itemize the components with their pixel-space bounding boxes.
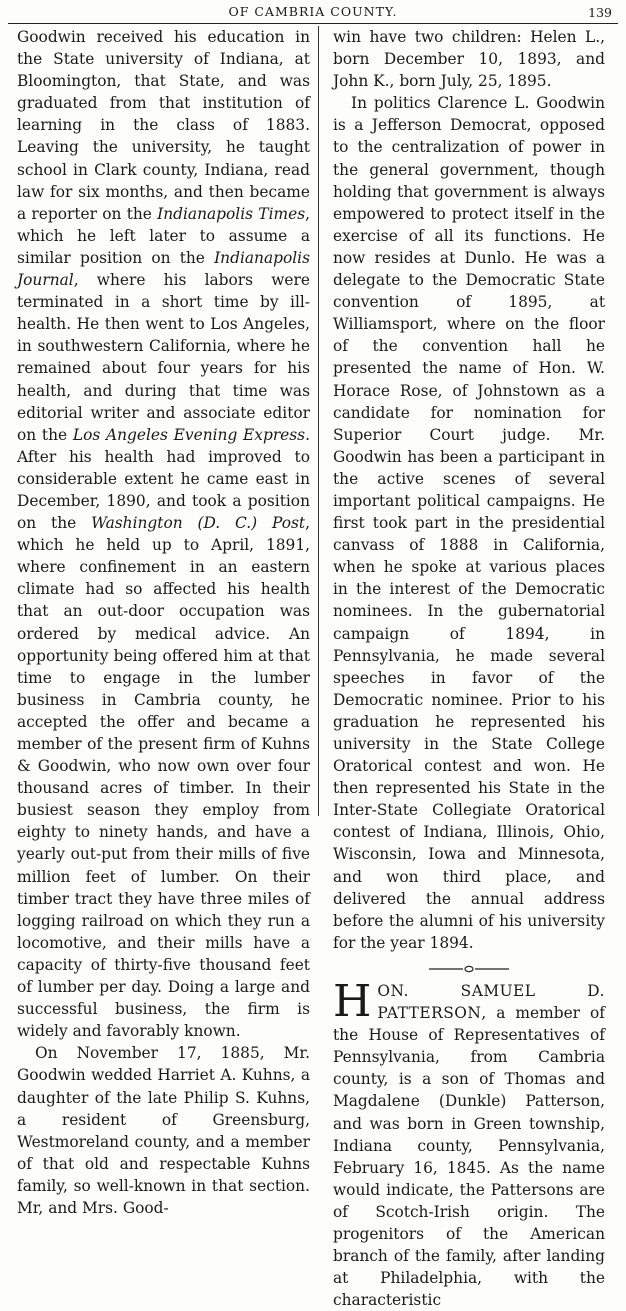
text-run: , where his labors were terminated in a short time by ill-health. He then went to Los Angeles, in southwestern California, where he remained about four years for his health, and during that time was editorial writer and associate editor on the [17, 271, 310, 444]
column-divider [318, 26, 319, 816]
paragraph-goodwin-marriage: On November 17, 1885, Mr. Goodwin wedded Harriet A. Kuhns, a daughter of the late Philip S. Kuhns, a resident of Greensburg, Westmoreland county, and a member of that old and respectable Kuhns family, so well-known in that section. Mr, and Mrs. Good- [17, 1044, 310, 1217]
paragraph-goodwin-children: win have two children: Helen L., born December 10, 1893, and John K., born July, 25, 1895. [333, 28, 605, 91]
section-ornament [333, 960, 605, 978]
newspaper-title: Los Angeles Evening Express [72, 425, 306, 444]
text-run: , a member of the House of Representatives of Pennsylvania, from Cambria county, is a son of Thomas and Magdalene (Dunkle) Patterson, and was born in Green township, Indiana county, Pennsylvania, February 16, 1845. As the name would indicate, the Pattersons are of Scotch-Irish origin. The progenitors of the American branch of the family, after landing at Philadelphia, with the characteristic [333, 1004, 605, 1310]
page-header [0, 0, 626, 28]
ornament-rule-icon [427, 964, 511, 974]
text-run: . After his health had improved to considerable extent he came east in December, 1890, and took a position on the [17, 425, 310, 533]
newspaper-title: Washington (D. C.) Post [91, 514, 306, 533]
left-column [17, 26, 310, 1219]
page-number: 139 [588, 5, 612, 20]
running-title: OF CAMBRIA COUNTY. [228, 4, 398, 19]
drop-cap: H [333, 975, 372, 1027]
header-rule [8, 23, 618, 24]
newspaper-title: Indianapolis Journal [17, 248, 310, 290]
text-run: Goodwin received his education in the State university of Indiana, at Bloomington, that State, and was graduated from that institution of learning in the class of 1883. Leaving the university, he taught school in Clark county, Indiana, read law for six months, and then became a reporter on the [17, 28, 310, 223]
paragraph-goodwin-career [17, 26, 310, 1042]
subject-name: ON. SAMUEL D. PATTERSON [377, 981, 605, 1023]
right-column [333, 26, 605, 1311]
paragraph-goodwin-politics: In politics Clarence L. Goodwin is a Jefferson Democrat, opposed to the centralization of power in the general government, though holding that government is always empowered to protect itself in the exercise of all its functions. He now resides at Dunlo. He was a delegate to the Democratic State convention of 1895, at Williamsport, where on the floor of the convention hall he presented the name of Hon. W. Horace Rose, of Johnstown as a candidate for nomination for Superior Court judge. Mr. Goodwin has been a participant in the active scenes of several important political campaigns. He first took part in the presidential canvass of 1888 in California, when he spoke at various places in the interest of the Democratic nominees. In the gubernatorial campaign of 1894, in Pennsylvania, he made several speeches in favor of the Democratic nominee. Prior to his graduation he represented his university in the State College Oratorical contest and won. He then represented his State in the Inter-State Collegiate Oratorical contest of Indiana, Illinois, Ohio, Wisconsin, Iowa and Minnesota, and won third place, and delivered the annual address before the alumni of his university for the year 1894. [333, 94, 605, 952]
text-run: , which he left later to assume a similar position on the [17, 204, 310, 267]
newspaper-title: Indianapolis Times [157, 204, 306, 223]
text-run: , which he held up to April, 1891, where confinement in an eastern climate had so affected his health that an out-door occupation was ordered by medical advice. An opportunity being offered him at that time to engage in the lumber business in Cambria county, he accepted the offer and became a member of the present firm of Kuhns & Goodwin, who now own over four thousand acres of timber. In their busiest season they employ from eighty to ninety hands, and have a yearly out-put from their mills of five million feet of lumber. On their timber tract they have three miles of logging railroad on which they run a locomotive, and their mills have a capacity of thirty-five thousand feet of lumber per day. Doing a large and successful business, the firm is widely and favorably known. [17, 514, 310, 1041]
paragraph-patterson-bio [333, 975, 605, 1311]
